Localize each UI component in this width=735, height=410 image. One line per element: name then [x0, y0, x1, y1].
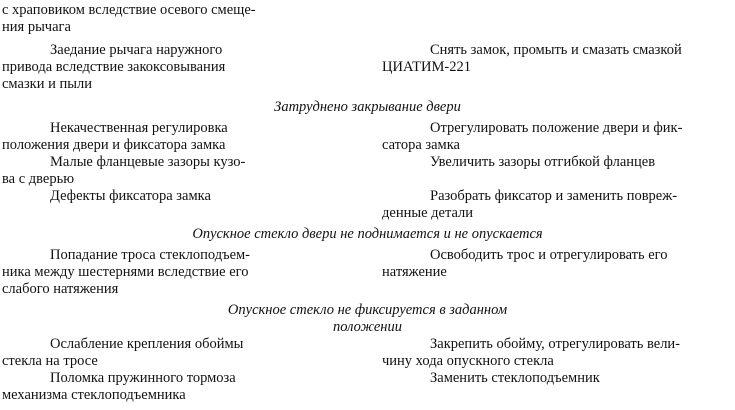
cause-cell — [2, 42, 382, 93]
cause-cell — [2, 188, 382, 222]
cause-line: Поломка пружинного тормоза — [50, 370, 236, 386]
remedy-cell — [382, 370, 733, 404]
cause-line: Некачественная регулировка — [50, 120, 228, 136]
cause-line: смазки и пыли — [2, 76, 92, 92]
intro-line: ния рычага — [2, 19, 71, 35]
table-row — [2, 154, 733, 188]
remedy-line: Разобрать фиксатор и заменить повреж- — [430, 188, 678, 204]
section-heading: положении — [333, 319, 402, 335]
remedy-line: Увеличить зазоры отгибкой фланцев — [430, 154, 656, 170]
intro-text — [2, 2, 733, 36]
remedy-cell — [382, 42, 733, 93]
section-heading: Затруднено закрывание двери — [274, 99, 461, 115]
cause-line: Заедание рычага наружного — [50, 42, 223, 58]
cause-line: Малые фланцевые зазоры кузо- — [50, 154, 246, 170]
table-row — [2, 188, 733, 222]
remedy-cell — [382, 336, 733, 370]
cause-line: механизма стеклоподъемника — [2, 387, 186, 403]
remedy-line: Освободить трос и отрегулировать его — [430, 247, 668, 263]
remedy-line: Снять замок, промыть и смазать смазкой — [430, 42, 682, 58]
cause-line: Дефекты фиксатора замка — [50, 188, 211, 204]
remedy-line: сатора замка — [382, 137, 460, 153]
cause-cell — [2, 120, 382, 154]
cause-line: слабого натяжения — [2, 281, 119, 297]
cause-line: положения двери и фиксатора замка — [2, 137, 226, 153]
remedy-line: чину хода опускного стекла — [382, 353, 554, 369]
table-row — [2, 42, 733, 93]
cause-cell — [2, 370, 382, 404]
cause-cell — [2, 247, 382, 298]
remedy-cell — [382, 120, 733, 154]
remedy-line: Заменить стеклоподъемник — [430, 370, 600, 386]
cause-line: Попадание троса стеклоподъем- — [50, 247, 251, 263]
troubleshooting-table — [2, 2, 733, 404]
remedy-line: Отрегулировать положение двери и фик- — [430, 120, 683, 136]
section-heading: Опускное стекло двери не поднимается и не опускается — [192, 226, 543, 242]
remedy-line: денные детали — [382, 205, 474, 221]
remedy-cell — [382, 247, 733, 298]
cause-cell — [2, 154, 382, 188]
remedy-line: натяжение — [382, 264, 447, 280]
section-heading: Опускное стекло не фиксируется в заданном — [227, 302, 508, 318]
cause-line: Ослабление крепления обоймы — [50, 336, 244, 352]
remedy-line: ЦИАТИМ-221 — [382, 59, 471, 75]
remedy-cell — [382, 154, 733, 188]
table-row — [2, 370, 733, 404]
intro-line: с храповиком вследствие осевого смеще- — [2, 2, 256, 18]
cause-line: привода вследствие закоксовывания — [2, 59, 226, 75]
cause-line: ва с дверью — [2, 171, 75, 187]
cause-line: ника между шестернями вследствие его — [2, 264, 249, 280]
remedy-line: Закрепить обойму, отрегулировать вели- — [430, 336, 681, 352]
cause-cell — [2, 336, 382, 370]
table-row — [2, 120, 733, 154]
table-row — [2, 247, 733, 298]
cause-line: стекла на тросе — [2, 353, 98, 369]
remedy-cell — [382, 188, 733, 222]
table-row — [2, 336, 733, 370]
